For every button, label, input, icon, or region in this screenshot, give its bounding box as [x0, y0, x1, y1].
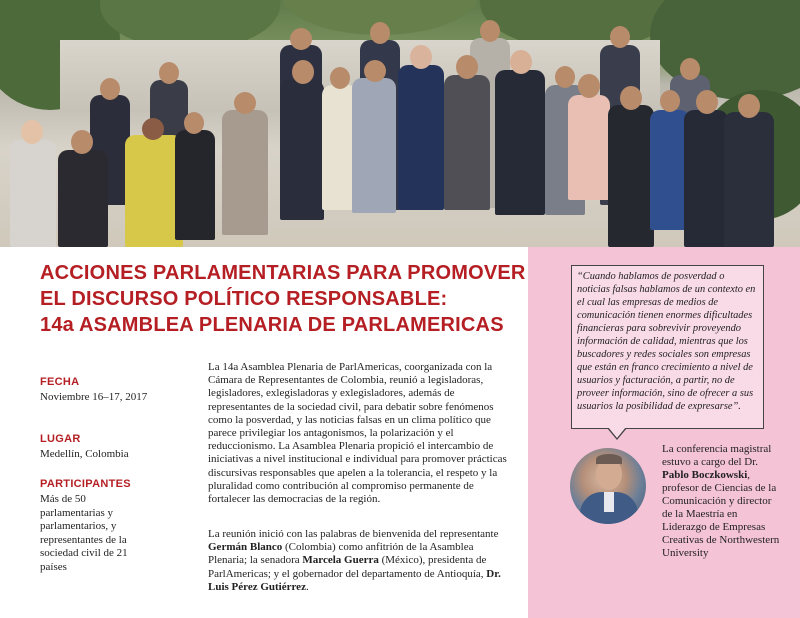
body-paragraph-2: [208, 528, 508, 594]
speaker-photo: [570, 448, 646, 524]
body-p2-c: (Colombia) como anfitrión de la Asamblea Plenaria; la senadora: [208, 541, 474, 567]
participants-value: Más de 50 parlamentarias y parlamentarios, y representantes de la sociedad civil de 21 países: [40, 493, 128, 573]
place-label: LUGAR: [40, 433, 81, 445]
date-value: Noviembre 16–17, 2017: [40, 391, 148, 403]
body-p2-g: .: [305, 580, 309, 593]
speaker-caption-c: , profesor de Ciencias de la Comunicación y director de la Maestría en Liderazgo de Empresas Creativas de Northwestern University: [662, 469, 780, 559]
participants-label: PARTICIPANTES: [40, 478, 131, 490]
group-photo: [0, 0, 800, 247]
title-line-2: EL DISCURSO POLÍTICO RESPONSABLE:: [40, 288, 448, 310]
body-p2-e: (México), presidenta de ParlAmericas; y el gobernador del departamento de Antioquía,: [208, 554, 487, 580]
speaker-name: Pablo Boczkowski: [662, 469, 748, 481]
title-line-3: 14a ASAMBLEA PLENARIA DE PARLAMERICAS: [40, 314, 504, 336]
quote-text: “Cuando hablamos de posverdad o noticias falsas hablamos de un contexto en el cual las empresas de medios de comunicación tienen enormes dificultades financieras para sobrevivir proveyendo información de calidad, mientras que los buscadores y redes sociales son empresas que están en franco crecimiento a nivel de usuarios y facturación, a partir, no de proveer información, sino de ofrecer a sus usuarios la posibilidad de expresarse”.: [577, 271, 756, 412]
quote-box: [571, 265, 764, 429]
body-p2-a: La reunión inició con las palabras de bienvenida del representante: [208, 528, 499, 540]
place-value: Medellín, Colombia: [40, 448, 129, 460]
name-marcela-guerra: Marcela Guerra: [302, 554, 379, 567]
article-title: [40, 260, 530, 338]
speaker-caption-a: La conferencia magistral estuvo a cargo del Dr.: [662, 443, 772, 468]
date-label: FECHA: [40, 376, 80, 388]
title-line-1: ACCIONES PARLAMENTARIAS PARA PROMOVER: [40, 262, 526, 284]
name-german-blanco: Germán Blanco: [208, 541, 283, 554]
body-paragraph-1: La 14a Asamblea Plenaria de ParlAmericas, coorganizada con la Cámara de Representantes de Colombia, reunió a legisladoras, legisladores, exlegisladoras y exlegisladores, además de representantes de la sociedad civil, para debatir sobre fenómenos como la posverdad, y las noticias falsas en un clima político que parece privilegiar los antagonismos, la polarización y el reduccionismo. La Asamblea Plenaria propició el intercambio de iniciativas a nivel institucional e individual para promover prácticas discursivas responsables que apelen a la tolerancia, el respeto y la pluralidad como contribución al compromiso permanente de fortalecer las democracias de la región.: [208, 361, 507, 506]
speaker-caption: [662, 443, 782, 560]
name-luis-perez: Dr. Luis Pérez Gutiérrez: [208, 567, 501, 593]
